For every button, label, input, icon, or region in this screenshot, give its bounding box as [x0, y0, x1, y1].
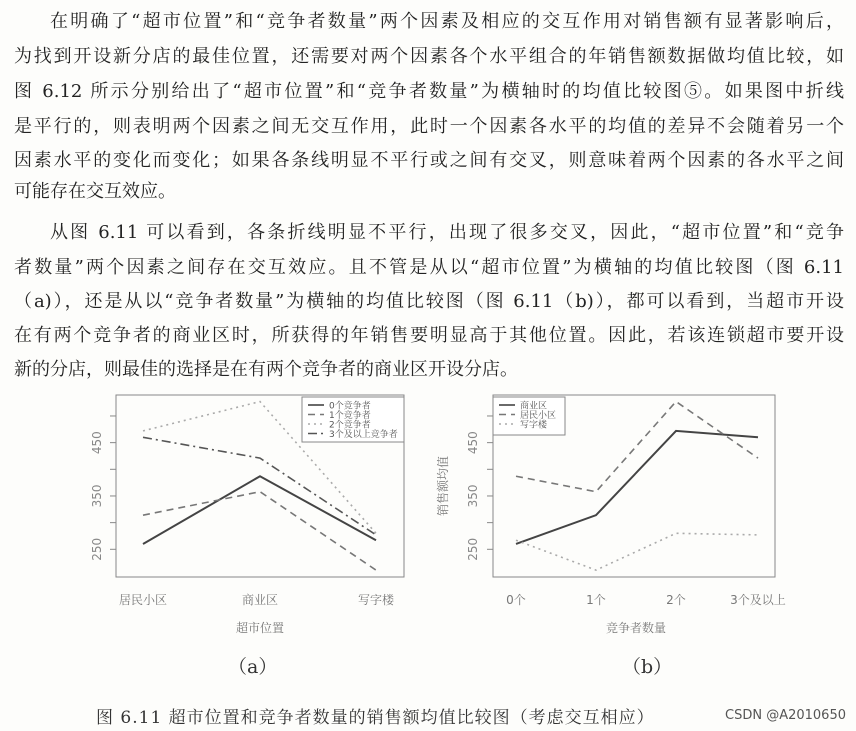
- text-line: 可能存在交互效应。: [14, 181, 176, 202]
- x-tick-label: 居民小区: [118, 593, 168, 607]
- text-line: 从图 6.11 可以看到，各条折线明显不平行，出现了很多交叉，因此，“超市位置”和“竞争: [50, 222, 844, 243]
- legend-label: 1个竞争者: [329, 411, 371, 421]
- series-line: [143, 476, 376, 544]
- subfigure-label-b: （b）: [622, 656, 673, 678]
- legend-label: 写字楼: [520, 420, 548, 431]
- legend-label: 居民小区: [520, 411, 557, 421]
- legend-label: 商业区: [520, 401, 548, 412]
- text-line: 为找到开设新分店的最佳位置，还需要对两个因素各个水平组合的年销售额数据做均值比较，如: [14, 46, 844, 67]
- x-axis-label: 超市位置: [235, 621, 285, 635]
- y-tick-label: 450: [90, 431, 104, 455]
- legend-label: 2个竞争者: [329, 420, 371, 431]
- text-line: （a)），还是从以“竞争者数量”为横轴的均值比较图（图 6.11（b)），都可以看到，当超市开设: [14, 291, 844, 312]
- subfigure-label-a: （a）: [228, 656, 278, 678]
- text-line: 在有两个竞争者的商业区时，所获得的年销售要明显高于其他位置。因此，若该连锁超市要开设: [14, 325, 844, 346]
- series-line: [516, 431, 758, 544]
- text-line: 图 6.12 所示分别给出了“超市位置”和“竞争者数量”为横轴时的均值比较图⑤。如果图中折线: [14, 81, 844, 102]
- text-line: 是平行的，则表明两个因素之间无交互作用，此时一个因素各水平的均值的差异不会随着另一个: [14, 116, 844, 137]
- x-tick-label: 商业区: [241, 593, 279, 607]
- text-line: 者数量”两个因素之间存在交互效应。且不管是从以“超市位置”为横轴的均值比较图（图 6.11: [14, 257, 844, 278]
- y-tick-label: 250: [90, 537, 104, 561]
- series-line: [516, 533, 758, 570]
- figure-caption: 图 6.11 超市位置和竞争者数量的销售额均值比较图（考虑交互相应）: [96, 708, 655, 728]
- text-line: 在明确了“超市位置”和“竞争者数量”两个因素及相应的交互作用对销售额有显著影响后，: [50, 11, 844, 32]
- x-axis-label: 竞争者数量: [605, 621, 667, 635]
- watermark: CSDN @A2010650: [725, 708, 846, 723]
- y-tick-label: 350: [90, 484, 104, 508]
- y-tick-label: 250: [466, 537, 480, 561]
- text-line: 新的分店，则最佳的选择是在有两个竞争者的商业区开设分店。: [14, 359, 518, 380]
- series-line: [143, 492, 376, 570]
- x-tick-label: 写字楼: [357, 593, 395, 607]
- y-tick-label: 350: [466, 484, 480, 508]
- x-tick-label: 0个: [506, 593, 526, 607]
- x-tick-label: 1个: [586, 593, 606, 607]
- x-tick-label: 2个: [666, 593, 686, 607]
- y-axis-label: 销售额均值: [436, 455, 450, 517]
- legend-label: 0个竞争者: [329, 401, 371, 412]
- text-line: 因素水平的变化而变化；如果各条线明显不平行或之间有交叉，则意味着两个因素的各水平之间: [14, 150, 844, 171]
- legend-label: 3个及以上竞争者: [329, 430, 398, 440]
- x-tick-label: 3个及以上: [730, 593, 786, 607]
- y-tick-label: 450: [466, 431, 480, 455]
